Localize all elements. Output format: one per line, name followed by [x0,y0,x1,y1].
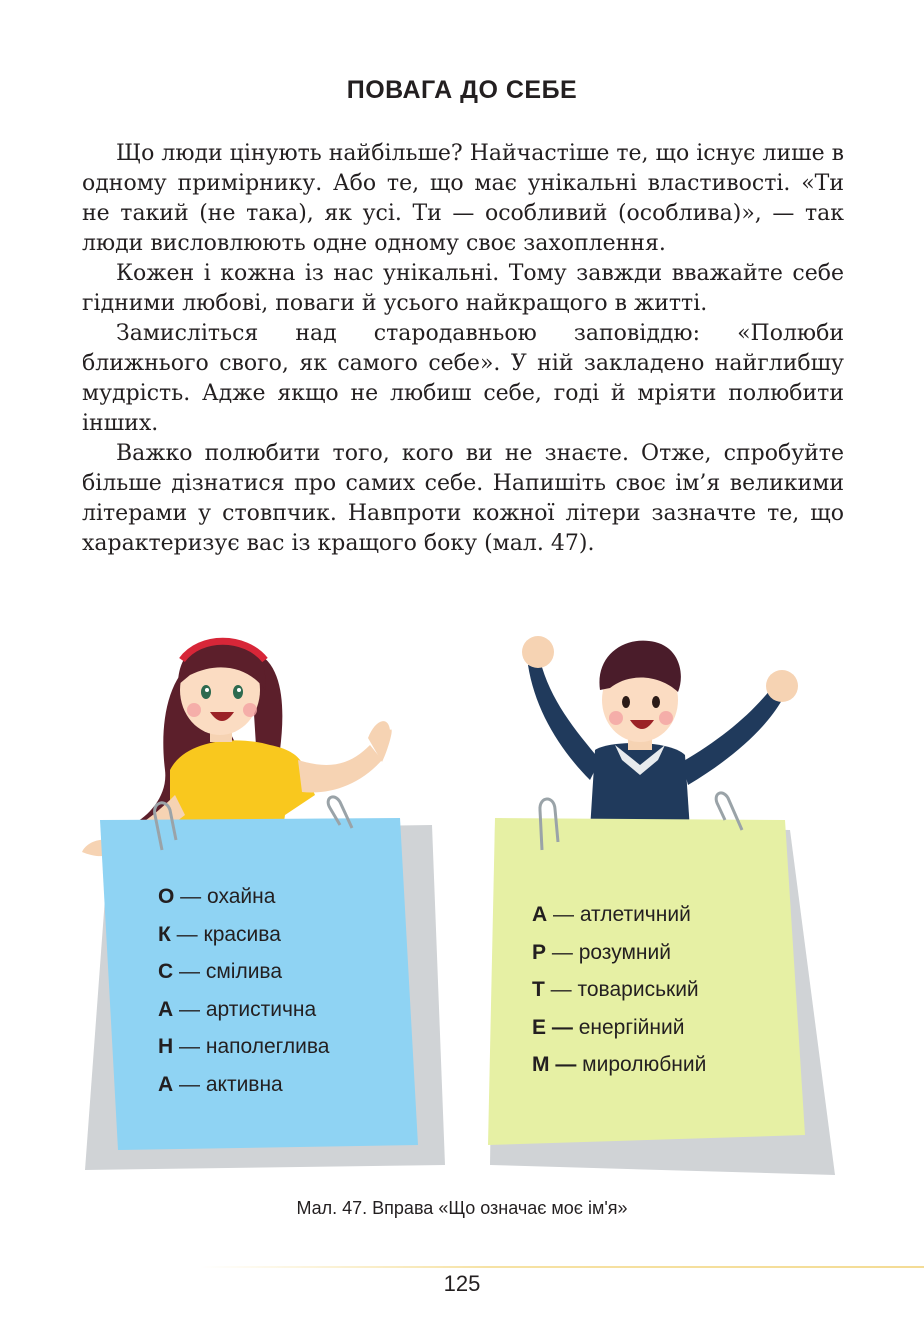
list-item: Н — наполеглива [158,1035,330,1058]
list-item: А — активна [158,1072,283,1096]
list-item: Т — товариський [532,978,699,1001]
boy-name-list [532,896,706,1084]
body-text [82,139,844,559]
figure-47-illustration [70,620,860,1190]
list-item: Р — розумний [532,940,671,964]
page-number: 125 [443,1271,481,1296]
girl-name-list [158,878,329,1103]
footer-divider [200,1266,924,1268]
paragraph: Замисліться над стародавньою заповіддю: «Полюби ближнього свого, як самого себе». У ній закладено найглибшу мудрість. Адже якщо не любиш себе, годі й мріяти полюбити інших. [82,321,844,436]
paragraph: Важко полюбити того, кого ви не знаєте. Отже, спробуйте більше дізнатися про самих себе. Напишіть своє ім’я великими літерами у стовпчик. Навпроти кожної літери зазначте те, що характеризує вас із кращого боку (мал. 47). [82,441,844,556]
paragraph: Що люди цінують найбільше? Найчастіше те, що існує лише в одному примірнику. Або те, що має унікальні властивості. «Ти не такий (не така), як усі. Ти — особливий (особлива)», — так люди висловлюють одне одному своє захоплення. [82,141,844,256]
page-title: ПОВАГА ДО СЕБЕ [346,76,578,104]
list-item: С — смілива [158,960,283,983]
list-item: К — красива [158,922,281,946]
paragraph: Кожен і кожна із нас унікальні. Тому завжди вважайте себе гідними любові, поваги й усього найкращого в житті. [82,261,844,316]
list-item: М — миролюбний [532,1053,707,1076]
list-item: О — охайна [158,885,276,908]
list-item: А — артистична [158,997,317,1021]
list-item: А — атлетичний [532,903,691,926]
figure-caption: Мал. 47. Вправа «Що означає моє ім'я» [296,1198,628,1218]
list-item: Е — енергійний [532,1015,685,1039]
boy-illustration [522,636,798,830]
